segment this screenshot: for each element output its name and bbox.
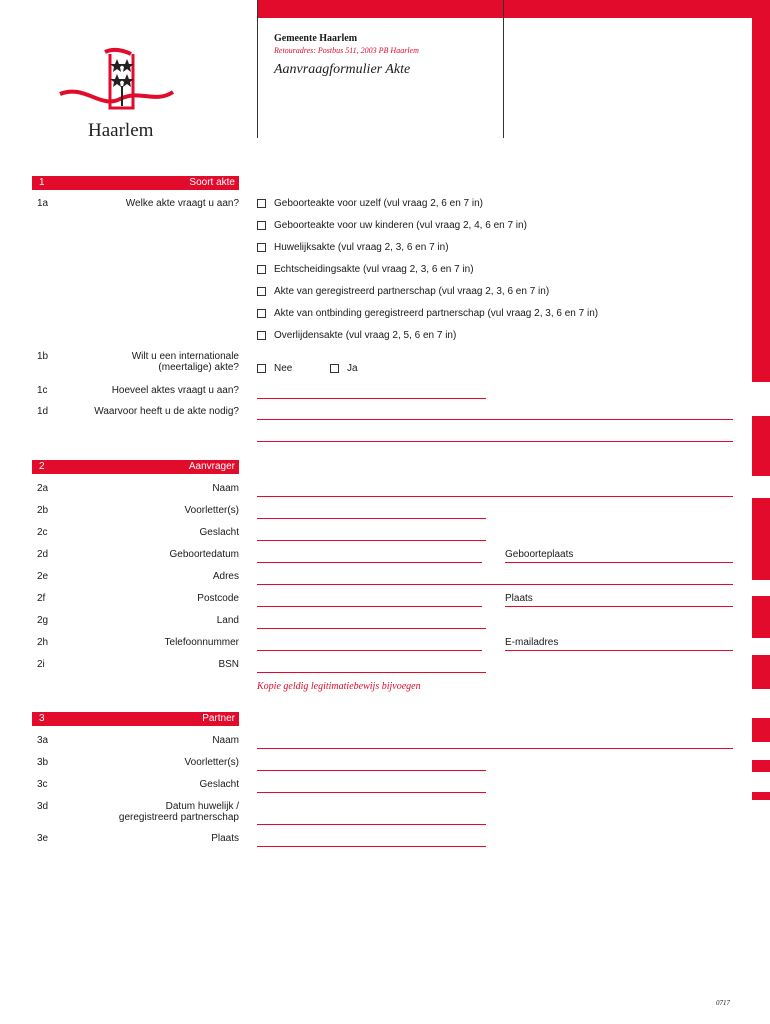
q3d-input-line[interactable]: [257, 824, 486, 825]
q3d-label: [119, 801, 239, 823]
option-label: Overlijdensakte (vul vraag 2, 5, 6 en 7 in): [274, 330, 457, 341]
q2b-number: 2b: [37, 505, 49, 516]
q3a-input-line[interactable]: [257, 748, 733, 749]
option-death[interactable]: [257, 330, 456, 341]
q2i-input-line[interactable]: [257, 672, 486, 673]
q2d-label: Geboortedatum: [169, 549, 239, 560]
header-divider-left: [257, 0, 258, 138]
option-divorce[interactable]: [257, 264, 474, 275]
logo-text: Haarlem: [88, 120, 154, 141]
option-no[interactable]: [257, 363, 292, 374]
email-input-line[interactable]: [505, 650, 733, 651]
section-2-header: [32, 460, 239, 474]
q2d-number: 2d: [37, 549, 49, 560]
side-bar-5: [752, 655, 770, 689]
header-divider-right: [503, 0, 504, 138]
q1c-label: Hoeveel aktes vraagt u aan?: [111, 385, 239, 396]
option-birth-self[interactable]: [257, 198, 483, 209]
q3e-number: 3e: [37, 833, 49, 844]
checkbox-icon[interactable]: [257, 199, 266, 208]
section-2-title: Aanvrager: [188, 461, 235, 472]
side-bar-8: [752, 792, 770, 800]
option-label: Echtscheidingsakte (vul vraag 2, 3, 6 en 7 in): [274, 264, 474, 275]
q3d-label-line2: geregistreerd partnerschap: [118, 812, 239, 823]
option-marriage[interactable]: [257, 242, 449, 253]
q2h-label: Telefoonnummer: [164, 637, 239, 648]
q2e-input-line[interactable]: [257, 584, 733, 585]
section-3-number: 3: [39, 713, 45, 724]
section-1-number: 1: [39, 177, 45, 188]
email-label: E-mailadres: [505, 637, 559, 648]
q1b-number: 1b: [37, 351, 49, 362]
q1b-label-line2: (meertalige) akte?: [158, 362, 239, 373]
q1c-input-line[interactable]: [257, 398, 486, 399]
q1b-label-line1: Wilt u een internationale: [131, 351, 239, 362]
option-label: Huwelijksakte (vul vraag 2, 3, 6 en 7 in): [274, 242, 449, 253]
q1b-label: [132, 351, 239, 373]
q2f-number: 2f: [37, 593, 46, 604]
option-birth-children[interactable]: [257, 220, 527, 231]
q2e-label: Adres: [212, 571, 239, 582]
form-code: 0717: [716, 999, 730, 1007]
q1d-label: Waarvoor heeft u de akte nodig?: [94, 406, 239, 417]
option-label: Geboorteakte voor uw kinderen (vul vraag 2, 4, 6 en 7 in): [274, 220, 527, 231]
option-label: Akte van ontbinding geregistreerd partnerschap (vul vraag 2, 3, 6 en 7 in): [274, 308, 599, 319]
q2c-number: 2c: [37, 527, 48, 538]
q2c-input-line[interactable]: [257, 540, 486, 541]
q2f-input-line[interactable]: [257, 606, 482, 607]
q1a-label: Welke akte vraagt u aan?: [125, 198, 239, 209]
checkbox-icon[interactable]: [257, 221, 266, 230]
id-copy-note: Kopie geldig legitimatiebewijs bijvoegen: [257, 681, 421, 692]
q1d-number: 1d: [37, 406, 49, 417]
section-3-header: [32, 712, 239, 726]
city-label: Plaats: [505, 593, 533, 604]
section-1-header: [32, 176, 239, 190]
checkbox-icon[interactable]: [257, 309, 266, 318]
q2g-label: Land: [216, 615, 239, 626]
q1d-input-line-2[interactable]: [257, 441, 733, 442]
q3a-number: 3a: [37, 735, 49, 746]
side-bar-6: [752, 718, 770, 742]
q2e-number: 2e: [37, 571, 49, 582]
q2g-input-line[interactable]: [257, 628, 486, 629]
q3c-number: 3c: [37, 779, 48, 790]
option-label: Akte van geregistreerd partnerschap (vul vraag 2, 3, 6 en 7 in): [274, 286, 550, 297]
org-name: Gemeente Haarlem: [274, 33, 358, 44]
q1d-input-line-1[interactable]: [257, 419, 733, 420]
checkbox-icon[interactable]: [257, 331, 266, 340]
section-2-number: 2: [39, 461, 45, 472]
checkbox-icon[interactable]: [257, 243, 266, 252]
side-bar-7: [752, 760, 770, 772]
birthplace-input-line[interactable]: [505, 562, 733, 563]
form-title: Aanvraagformulier Akte: [274, 62, 411, 77]
haarlem-logo: [55, 44, 175, 124]
q2a-number: 2a: [37, 483, 49, 494]
side-bar-2: [752, 416, 770, 476]
q2c-label: Geslacht: [199, 527, 239, 538]
q3a-label: Naam: [212, 735, 239, 746]
q2i-label: BSN: [218, 659, 239, 670]
side-bar-3: [752, 498, 770, 580]
option-partnership[interactable]: [257, 286, 549, 297]
checkbox-icon[interactable]: [257, 265, 266, 274]
option-yes[interactable]: [330, 363, 358, 374]
city-input-line[interactable]: [505, 606, 733, 607]
q3b-input-line[interactable]: [257, 770, 486, 771]
q2b-input-line[interactable]: [257, 518, 486, 519]
checkbox-icon[interactable]: [330, 364, 339, 373]
checkbox-icon[interactable]: [257, 287, 266, 296]
return-address: Retouradres: Postbus 511, 2003 PB Haarlem: [274, 46, 419, 55]
q1c-number: 1c: [37, 385, 48, 396]
q3b-label: Voorletter(s): [184, 757, 239, 768]
section-1-title: Soort akte: [189, 177, 235, 188]
q3c-input-line[interactable]: [257, 792, 486, 793]
q2h-number: 2h: [37, 637, 49, 648]
option-label: Geboorteakte voor uzelf (vul vraag 2, 6 en 7 in): [274, 198, 484, 209]
option-partnership-dissolution[interactable]: [257, 308, 598, 319]
side-bar-4: [752, 596, 770, 638]
q2a-input-line[interactable]: [257, 496, 733, 497]
q3d-label-line1: Datum huwelijk /: [165, 801, 239, 812]
option-label: Ja: [347, 363, 358, 374]
q3e-input-line[interactable]: [257, 846, 486, 847]
q3d-number: 3d: [37, 801, 49, 812]
q1a-number: 1a: [37, 198, 49, 209]
birthplace-label: Geboorteplaats: [505, 549, 574, 560]
q2d-input-line[interactable]: [257, 562, 482, 563]
q2f-label: Postcode: [197, 593, 239, 604]
q3e-label: Plaats: [211, 833, 239, 844]
checkbox-icon[interactable]: [257, 364, 266, 373]
option-label: Nee: [274, 363, 293, 374]
q2i-number: 2i: [37, 659, 45, 670]
q3b-number: 3b: [37, 757, 49, 768]
q3c-label: Geslacht: [199, 779, 239, 790]
q2a-label: Naam: [212, 483, 239, 494]
q2g-number: 2g: [37, 615, 49, 626]
header-red-bar: [257, 0, 770, 18]
q2h-input-line[interactable]: [257, 650, 482, 651]
section-3-title: Partner: [202, 713, 235, 724]
q2b-label: Voorletter(s): [184, 505, 239, 516]
side-bar-1: [752, 0, 770, 382]
